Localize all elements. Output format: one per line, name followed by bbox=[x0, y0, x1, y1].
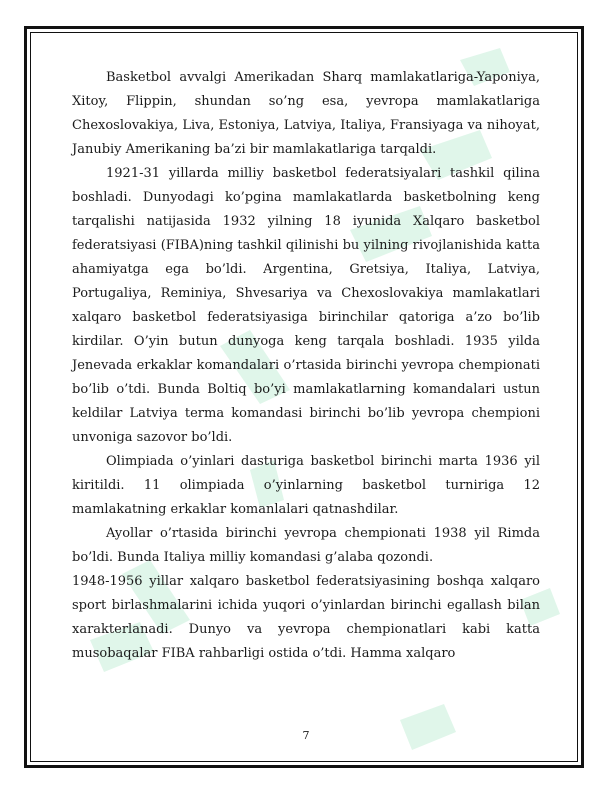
paragraph: Ayollar o’rtasida birinchi yevropa chempionati 1938 yil Rimda bo’ldi. Bunda Italiya milliy komandasi g’alaba qozondi. bbox=[72, 526, 540, 565]
paragraph: Basketbol avvalgi Amerikadan Sharq mamlakatlariga-Yaponiya, Xitoy, Flippin, shundan so’ng esa, yevropa mamlakatlariga Chexoslovakiya, Liva, Estoniya, Latviya, Italiya, Fransiyaga va nihoyat, Janubiy Amerikaning ba’zi bir mamlakatlariga tarqaldi. bbox=[72, 70, 540, 157]
paragraph: 1948-1956 yillar xalqaro basketbol federatsiyasining boshqa xalqaro sport birlashmalarini ichida yuqori o’yinlardan birinchi egallash bilan xarakterlanadi. Dunyo va yevropa chempionatlari kabi katta musobaqalar FIBA rahbarligi ostida o’tdi. Hamma xalqaro bbox=[72, 574, 540, 661]
paragraph: 1921-31 yillarda milliy basketbol federatsiyalari tashkil qilina boshladi. Dunyodagi ko’pgina mamlakatlarda basketbolning keng tarqalishi natijasida 1932 yilning 18 iyunida Xalqaro basketbol federatsiyasi (FIBA)ning tashkil qilinishi bu yilning rivojlanishida katta ahamiyatga ega bo’ldi. Argentina, Gretsiya, Italiya, Latviya, Portugaliya, Reminiya, Shvesariya va Chexoslovakiya mamlakatlari xalqaro basketbol federatsiyasiga birinchilar qatoriga a’zo bo’lib kirdilar. O’yin butun dunyoga keng tarqala boshladi. 1935 yilda Jenevada erkaklar komandalari o’rtasida birinchi yevropa chempionati bo’lib o’tdi. Bunda Boltiq bo’yi mamlakatlarning komandalari ustun keldilar Latviya terma komandasi birinchi bo’lib yevropa chempioni unvoniga sazovor bo’ldi. bbox=[72, 166, 540, 445]
page-number: 7 bbox=[302, 729, 310, 742]
paragraph: Olimpiada o’yinlari dasturiga basketbol birinchi marta 1936 yil kiritildi. 11 olimpiada o’yinlarning basketbol turniriga 12 mamlakatning erkaklar komanlalari qatnashdilar. bbox=[72, 454, 540, 517]
document-body bbox=[72, 66, 540, 666]
